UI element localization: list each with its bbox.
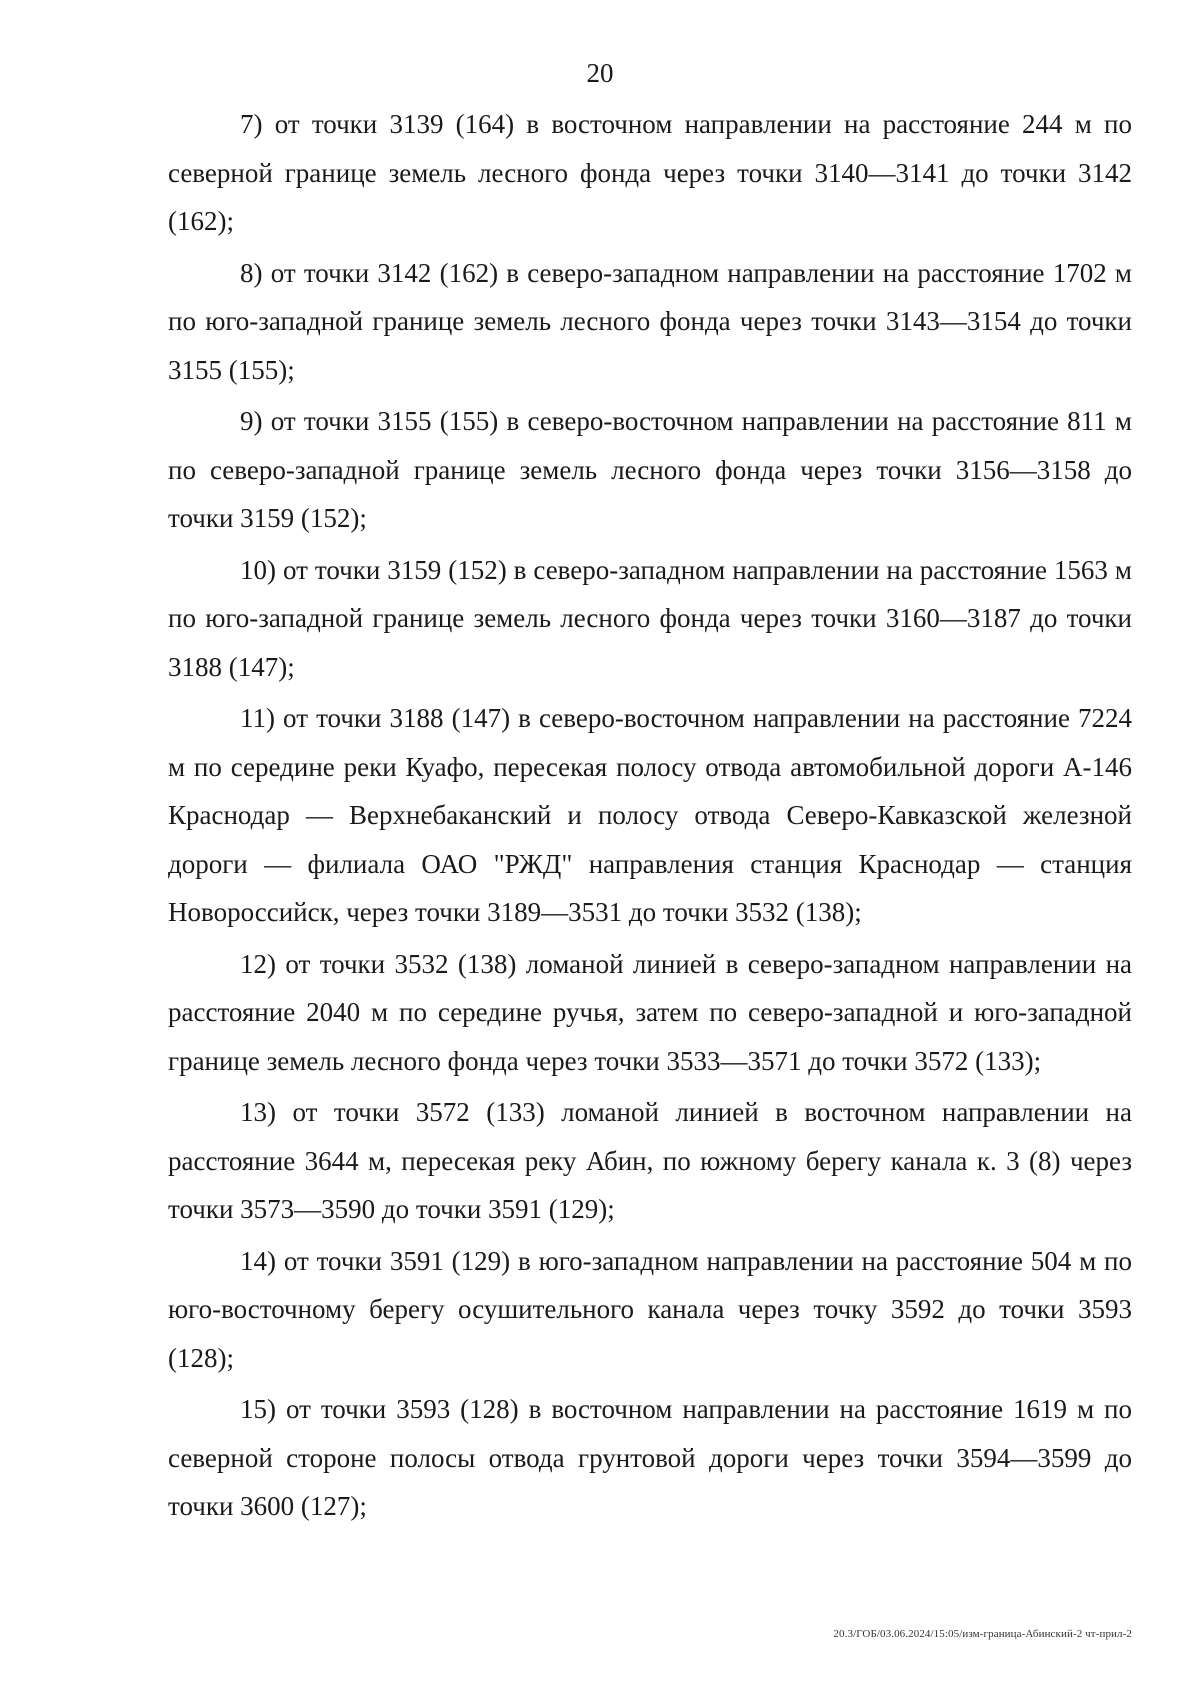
boundary-paragraph-13: 13) от точки 3572 (133) ломаной линией в восточном направлении на расстояние 3644 м, пересекая реку Абин, по южному берегу канала к. 3 (8) через точки 3573—3590 до точки 3591 (129); (168, 1097, 1132, 1224)
boundary-paragraph-14: 14) от точки 3591 (129) в юго-западном направлении на расстояние 504 м по юго-восточному берегу осушительного канала через точку 3592 до точки 3593 (128); (168, 1245, 1132, 1373)
boundary-paragraph-11: 11) от точки 3188 (147) в северо-восточном направлении на расстояние 7224 м по середине реки Куафо, пересекая полосу отвода автомобильной дороги А-146 Краснодар — Верхнебаканский и полосу отвода Северо-Кавказской железной дороги — филиала ОАО "РЖД" направления станция Краснодар — станция Новороссийск, через точки 3189—3531 до точки 3532 (138); (168, 703, 1132, 927)
page-number: 20 (586, 58, 614, 88)
document-footer-code: 20.3/ГОБ/03.06.2024/15:05/изм-граница-Абинский-2 чт-прил-2 (833, 1628, 1132, 1640)
boundary-paragraph-7: 7) от точки 3139 (164) в восточном направлении на расстояние 244 м по северной границе земель лесного фонда через точки 3140—3141 до точки 3142 (162); (168, 109, 1132, 236)
boundary-paragraph-12: 12) от точки 3532 (138) ломаной линией в северо-западном направлении на расстояние 2040 м по середине ручья, затем по северо-западной и юго-западной границе земель лесного фонда через точки 3533—3571 до точки 3572 (133); (168, 948, 1132, 1076)
boundary-paragraph-10: 10) от точки 3159 (152) в северо-западном направлении на расстояние 1563 м по юго-западной границе земель лесного фонда через точки 3160—3187 до точки 3188 (147); (168, 554, 1132, 682)
boundary-paragraph-15: 15) от точки 3593 (128) в восточном направлении на расстояние 1619 м по северной стороне полосы отвода грунтовой дороги через точки 3594—3599 до точки 3600 (127); (168, 1394, 1132, 1521)
boundary-paragraph-9: 9) от точки 3155 (155) в северо-восточном направлении на расстояние 811 м по северо-западной границе земель лесного фонда через точки 3156—3158 до точки 3159 (152); (168, 406, 1132, 533)
boundary-paragraph-8: 8) от точки 3142 (162) в северо-западном направлении на расстояние 1702 м по юго-западной границе земель лесного фонда через точки 3143—3154 до точки 3155 (155); (168, 257, 1132, 385)
document-body (168, 100, 1132, 1534)
